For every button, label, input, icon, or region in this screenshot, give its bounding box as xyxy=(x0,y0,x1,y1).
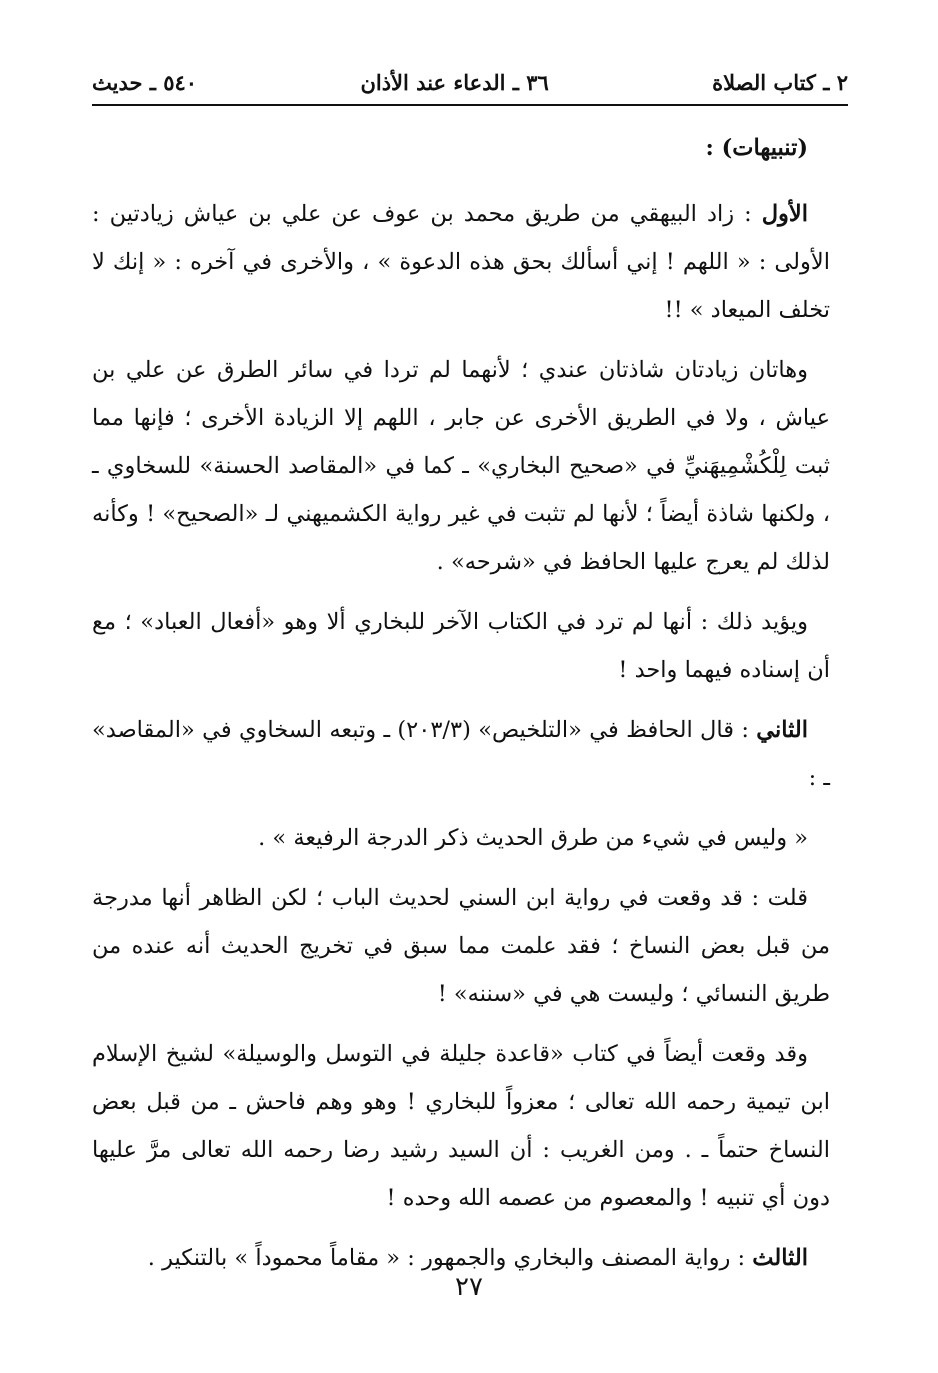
header-book-title: ٢ ـ كتاب الصلاة xyxy=(712,69,848,95)
paragraph-shadh-additions: وهاتان زيادتان شاذتان عندي ؛ لأنهما لم تردا في سائر الطرق عن علي بن عياش ، ولا في الطريق الأخرى عن جابر ، اللهم إلا الزيادة الأخرى ؛ فإنها مما ثبت لِلْكُشْمِيهَنيِّ في «صحيح البخاري» ـ كما في «المقاصد الحسنة» للسخاوي ـ ، ولكنها شاذة أيضاً ؛ لأنها لم تثبت في غير رواية الكشميهني لـ «الصحيح» ! وكأنه لذلك لم يعرج عليها الحافظ في «شرحه» . xyxy=(92,357,830,575)
note-third-text: : رواية المصنف والبخاري والجمهور : « مقاماً محموداً » بالتنكير . xyxy=(147,1245,753,1271)
header-hadith-number: ٥٤٠ ـ حديث xyxy=(92,69,198,95)
quoted-statement: « وليس في شيء من طرق الحديث ذكر الدرجة الرفيعة » . xyxy=(258,825,808,851)
header-divider xyxy=(92,104,848,106)
header-chapter-title: ٣٦ ـ الدعاء عند الأذان xyxy=(360,69,549,95)
note-second-text: : قال الحافظ في «التلخيص» (٢٠٣/٣) ـ وتبعه السخاوي في «المقاصد» ـ : xyxy=(92,717,830,791)
note-second-label: الثاني xyxy=(756,717,808,743)
note-first-text: : زاد البيهقي من طريق محمد بن عوف عن علي بن عياش زيادتين : الأولى : « اللهم ! إني أسألك بحق هذه الدعوة » ، والأخرى في آخره : « إنك لا تخلف الميعاد » !! xyxy=(92,201,830,323)
paragraph-supporting-evidence: ويؤيد ذلك : أنها لم ترد في الكتاب الآخر للبخاري ألا وهو «أفعال العباد» ؛ مع أن إسناده فيهما واحد ! xyxy=(92,609,830,683)
note-first xyxy=(92,190,830,334)
page-body xyxy=(92,124,830,1294)
page-number: ٢٧ xyxy=(455,1272,483,1302)
notes-heading: (تنبيهات) : xyxy=(705,135,808,161)
paragraph-ibn-sunni: قلت : قد وقعت في رواية ابن السني لحديث الباب ؛ لكن الظاهر أنها مدرجة من قبل بعض النساخ ؛ فقد علمت مما سبق في تخريج الحديث أنه عنده من طريق النسائي ؛ وليست هي في «سننه» ! xyxy=(92,885,830,1007)
paragraph-ibn-taymiyyah: وقد وقعت أيضاً في كتاب «قاعدة جليلة في التوسل والوسيلة» لشيخ الإسلام ابن تيمية رحمه الله تعالى ؛ معزواً للبخاري ! وهو وهم فاحش ـ من قبل بعض النساخ حتماً ـ . ومن الغريب : أن السيد رشيد رضا رحمه الله تعالى مرَّ عليها دون أي تنبيه ! والمعصوم من عصمه الله وحده ! xyxy=(92,1041,830,1211)
note-third-label: الثالث xyxy=(752,1245,808,1271)
note-first-label: الأول xyxy=(761,201,808,227)
running-header xyxy=(92,62,848,102)
note-second xyxy=(92,706,830,802)
